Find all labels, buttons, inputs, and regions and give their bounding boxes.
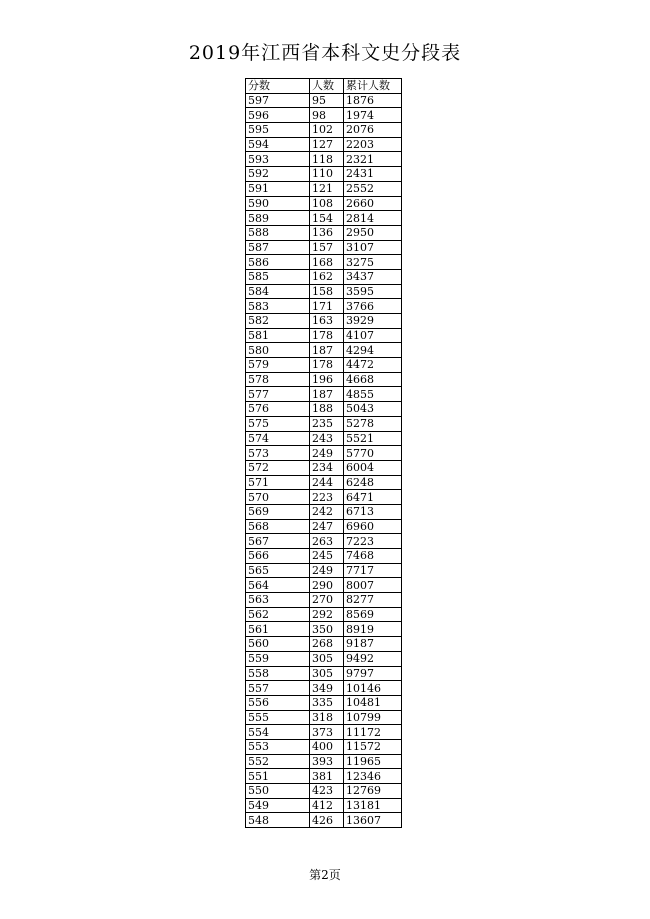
- cell-count: 263: [310, 534, 344, 549]
- cell-count: 412: [310, 798, 344, 813]
- cell-cumulative: 6248: [344, 475, 402, 490]
- cell-cumulative: 6960: [344, 519, 402, 534]
- cell-cumulative: 3275: [344, 255, 402, 270]
- cell-cumulative: 2950: [344, 225, 402, 240]
- cell-cumulative: 6004: [344, 460, 402, 475]
- cell-score: 570: [246, 490, 310, 505]
- cell-cumulative: 1876: [344, 93, 402, 108]
- cell-count: 373: [310, 725, 344, 740]
- cell-cumulative: 4668: [344, 372, 402, 387]
- cell-score: 557: [246, 681, 310, 696]
- cell-count: 178: [310, 328, 344, 343]
- cell-score: 566: [246, 549, 310, 564]
- cell-cumulative: 9187: [344, 637, 402, 652]
- cell-cumulative: 7717: [344, 563, 402, 578]
- cell-count: 350: [310, 622, 344, 637]
- table-row: [246, 637, 402, 652]
- cell-count: 245: [310, 549, 344, 564]
- cell-count: 249: [310, 446, 344, 461]
- cell-cumulative: 5043: [344, 402, 402, 417]
- cell-score: 555: [246, 710, 310, 725]
- cell-count: 187: [310, 343, 344, 358]
- cell-score: 585: [246, 269, 310, 284]
- cell-count: 110: [310, 167, 344, 182]
- cell-cumulative: 1974: [344, 108, 402, 123]
- cell-count: 118: [310, 152, 344, 167]
- cell-count: 235: [310, 416, 344, 431]
- cell-cumulative: 10799: [344, 710, 402, 725]
- cell-cumulative: 4294: [344, 343, 402, 358]
- cell-score: 584: [246, 284, 310, 299]
- cell-count: 98: [310, 108, 344, 123]
- cell-score: 567: [246, 534, 310, 549]
- cell-count: 242: [310, 504, 344, 519]
- cell-score: 556: [246, 695, 310, 710]
- cell-count: 171: [310, 299, 344, 314]
- cell-score: 593: [246, 152, 310, 167]
- table-row: [246, 578, 402, 593]
- cell-score: 564: [246, 578, 310, 593]
- table-row: [246, 593, 402, 608]
- cell-count: 290: [310, 578, 344, 593]
- table-row: [246, 622, 402, 637]
- cell-count: 102: [310, 123, 344, 138]
- cell-score: 550: [246, 784, 310, 799]
- cell-cumulative: 2076: [344, 123, 402, 138]
- cell-score: 591: [246, 181, 310, 196]
- table-row: [246, 343, 402, 358]
- table-row: [246, 475, 402, 490]
- cell-score: 573: [246, 446, 310, 461]
- cell-score: 588: [246, 225, 310, 240]
- cell-cumulative: 2431: [344, 167, 402, 182]
- cell-cumulative: 11572: [344, 739, 402, 754]
- cell-count: 381: [310, 769, 344, 784]
- cell-cumulative: 6471: [344, 490, 402, 505]
- cell-cumulative: 12346: [344, 769, 402, 784]
- cell-cumulative: 2814: [344, 211, 402, 226]
- cell-count: 121: [310, 181, 344, 196]
- cell-score: 552: [246, 754, 310, 769]
- table-row: [246, 328, 402, 343]
- cell-cumulative: 10146: [344, 681, 402, 696]
- cell-score: 561: [246, 622, 310, 637]
- table-row: [246, 108, 402, 123]
- cell-score: 565: [246, 563, 310, 578]
- cell-score: 558: [246, 666, 310, 681]
- cell-cumulative: 3107: [344, 240, 402, 255]
- table-row: [246, 314, 402, 329]
- cell-score: 571: [246, 475, 310, 490]
- table-row: [246, 769, 402, 784]
- cell-cumulative: 3437: [344, 269, 402, 284]
- cell-cumulative: 9797: [344, 666, 402, 681]
- cell-cumulative: 4855: [344, 387, 402, 402]
- table-row: [246, 754, 402, 769]
- cell-cumulative: 2660: [344, 196, 402, 211]
- cell-score: 596: [246, 108, 310, 123]
- cell-count: 163: [310, 314, 344, 329]
- cell-score: 560: [246, 637, 310, 652]
- cell-score: 583: [246, 299, 310, 314]
- page-number: 第2页: [309, 868, 341, 882]
- table-row: [246, 181, 402, 196]
- cell-score: 551: [246, 769, 310, 784]
- cell-count: 178: [310, 358, 344, 373]
- table-row: [246, 798, 402, 813]
- cell-cumulative: 8919: [344, 622, 402, 637]
- cell-count: 426: [310, 813, 344, 828]
- table-row: [246, 695, 402, 710]
- table-row: [246, 519, 402, 534]
- cell-score: 553: [246, 739, 310, 754]
- cell-count: 127: [310, 137, 344, 152]
- cell-cumulative: 7223: [344, 534, 402, 549]
- table-row: [246, 93, 402, 108]
- cell-count: 234: [310, 460, 344, 475]
- cell-score: 562: [246, 607, 310, 622]
- cell-cumulative: 5521: [344, 431, 402, 446]
- cell-score: 587: [246, 240, 310, 255]
- cell-score: 590: [246, 196, 310, 211]
- table-row: [246, 123, 402, 138]
- cell-score: 580: [246, 343, 310, 358]
- table-row: [246, 549, 402, 564]
- table-row: [246, 460, 402, 475]
- cell-score: 554: [246, 725, 310, 740]
- table-row: [246, 416, 402, 431]
- cell-cumulative: 2321: [344, 152, 402, 167]
- cell-score: 577: [246, 387, 310, 402]
- table-row: [246, 446, 402, 461]
- table-body: [246, 93, 402, 827]
- cell-score: 581: [246, 328, 310, 343]
- cell-count: 158: [310, 284, 344, 299]
- table-row: [246, 358, 402, 373]
- cell-count: 223: [310, 490, 344, 505]
- cell-count: 400: [310, 739, 344, 754]
- table-row: [246, 137, 402, 152]
- cell-count: 268: [310, 637, 344, 652]
- cell-cumulative: 8277: [344, 593, 402, 608]
- cell-score: 572: [246, 460, 310, 475]
- cell-cumulative: 7468: [344, 549, 402, 564]
- table-row: [246, 284, 402, 299]
- cell-count: 244: [310, 475, 344, 490]
- cell-score: 548: [246, 813, 310, 828]
- table-row: [246, 607, 402, 622]
- table-row: [246, 710, 402, 725]
- cell-score: 559: [246, 651, 310, 666]
- table-row: [246, 681, 402, 696]
- cell-count: 95: [310, 93, 344, 108]
- cell-count: 270: [310, 593, 344, 608]
- table-header-row: [246, 79, 402, 94]
- cell-score: 576: [246, 402, 310, 417]
- table-row: [246, 725, 402, 740]
- cell-count: 136: [310, 225, 344, 240]
- cell-cumulative: 10481: [344, 695, 402, 710]
- cell-cumulative: 11965: [344, 754, 402, 769]
- cell-cumulative: 13607: [344, 813, 402, 828]
- cell-score: 578: [246, 372, 310, 387]
- table-row: [246, 739, 402, 754]
- cell-cumulative: 4107: [344, 328, 402, 343]
- column-header-cumulative: 累计人数: [344, 79, 402, 94]
- cell-score: 568: [246, 519, 310, 534]
- cell-cumulative: 8569: [344, 607, 402, 622]
- cell-count: 154: [310, 211, 344, 226]
- cell-count: 157: [310, 240, 344, 255]
- table-row: [246, 504, 402, 519]
- cell-count: 162: [310, 269, 344, 284]
- cell-cumulative: 9492: [344, 651, 402, 666]
- cell-cumulative: 8007: [344, 578, 402, 593]
- cell-score: 549: [246, 798, 310, 813]
- cell-count: 318: [310, 710, 344, 725]
- table-row: [246, 372, 402, 387]
- table-row: [246, 813, 402, 828]
- cell-count: 349: [310, 681, 344, 696]
- cell-score: 586: [246, 255, 310, 270]
- table-row: [246, 563, 402, 578]
- cell-count: 108: [310, 196, 344, 211]
- cell-score: 589: [246, 211, 310, 226]
- cell-count: 187: [310, 387, 344, 402]
- cell-cumulative: 13181: [344, 798, 402, 813]
- table-row: [246, 387, 402, 402]
- cell-cumulative: 2203: [344, 137, 402, 152]
- cell-count: 423: [310, 784, 344, 799]
- cell-cumulative: 6713: [344, 504, 402, 519]
- table-row: [246, 152, 402, 167]
- cell-count: 168: [310, 255, 344, 270]
- table-row: [246, 402, 402, 417]
- page-title: 2019年江西省本科文史分段表: [188, 42, 462, 64]
- column-header-score: 分数: [246, 79, 310, 94]
- cell-score: 597: [246, 93, 310, 108]
- cell-count: 188: [310, 402, 344, 417]
- cell-score: 595: [246, 123, 310, 138]
- cell-cumulative: 12769: [344, 784, 402, 799]
- score-distribution-table: [245, 78, 402, 828]
- cell-score: 575: [246, 416, 310, 431]
- cell-cumulative: 3766: [344, 299, 402, 314]
- table-row: [246, 255, 402, 270]
- table-row: [246, 211, 402, 226]
- column-header-count: 人数: [310, 79, 344, 94]
- cell-score: 563: [246, 593, 310, 608]
- cell-count: 249: [310, 563, 344, 578]
- cell-count: 247: [310, 519, 344, 534]
- cell-cumulative: 2552: [344, 181, 402, 196]
- table-row: [246, 490, 402, 505]
- cell-cumulative: 11172: [344, 725, 402, 740]
- cell-score: 582: [246, 314, 310, 329]
- cell-score: 594: [246, 137, 310, 152]
- cell-count: 335: [310, 695, 344, 710]
- cell-count: 305: [310, 651, 344, 666]
- cell-count: 292: [310, 607, 344, 622]
- cell-cumulative: 5770: [344, 446, 402, 461]
- table-row: [246, 651, 402, 666]
- table-row: [246, 225, 402, 240]
- cell-cumulative: 3595: [344, 284, 402, 299]
- cell-count: 393: [310, 754, 344, 769]
- cell-score: 574: [246, 431, 310, 446]
- table-row: [246, 784, 402, 799]
- table-row: [246, 167, 402, 182]
- table-row: [246, 666, 402, 681]
- table-row: [246, 534, 402, 549]
- cell-score: 579: [246, 358, 310, 373]
- table-row: [246, 299, 402, 314]
- cell-score: 569: [246, 504, 310, 519]
- cell-cumulative: 4472: [344, 358, 402, 373]
- cell-cumulative: 5278: [344, 416, 402, 431]
- cell-score: 592: [246, 167, 310, 182]
- table-row: [246, 269, 402, 284]
- cell-count: 196: [310, 372, 344, 387]
- table-row: [246, 431, 402, 446]
- cell-cumulative: 3929: [344, 314, 402, 329]
- cell-count: 305: [310, 666, 344, 681]
- table-row: [246, 240, 402, 255]
- table-row: [246, 196, 402, 211]
- cell-count: 243: [310, 431, 344, 446]
